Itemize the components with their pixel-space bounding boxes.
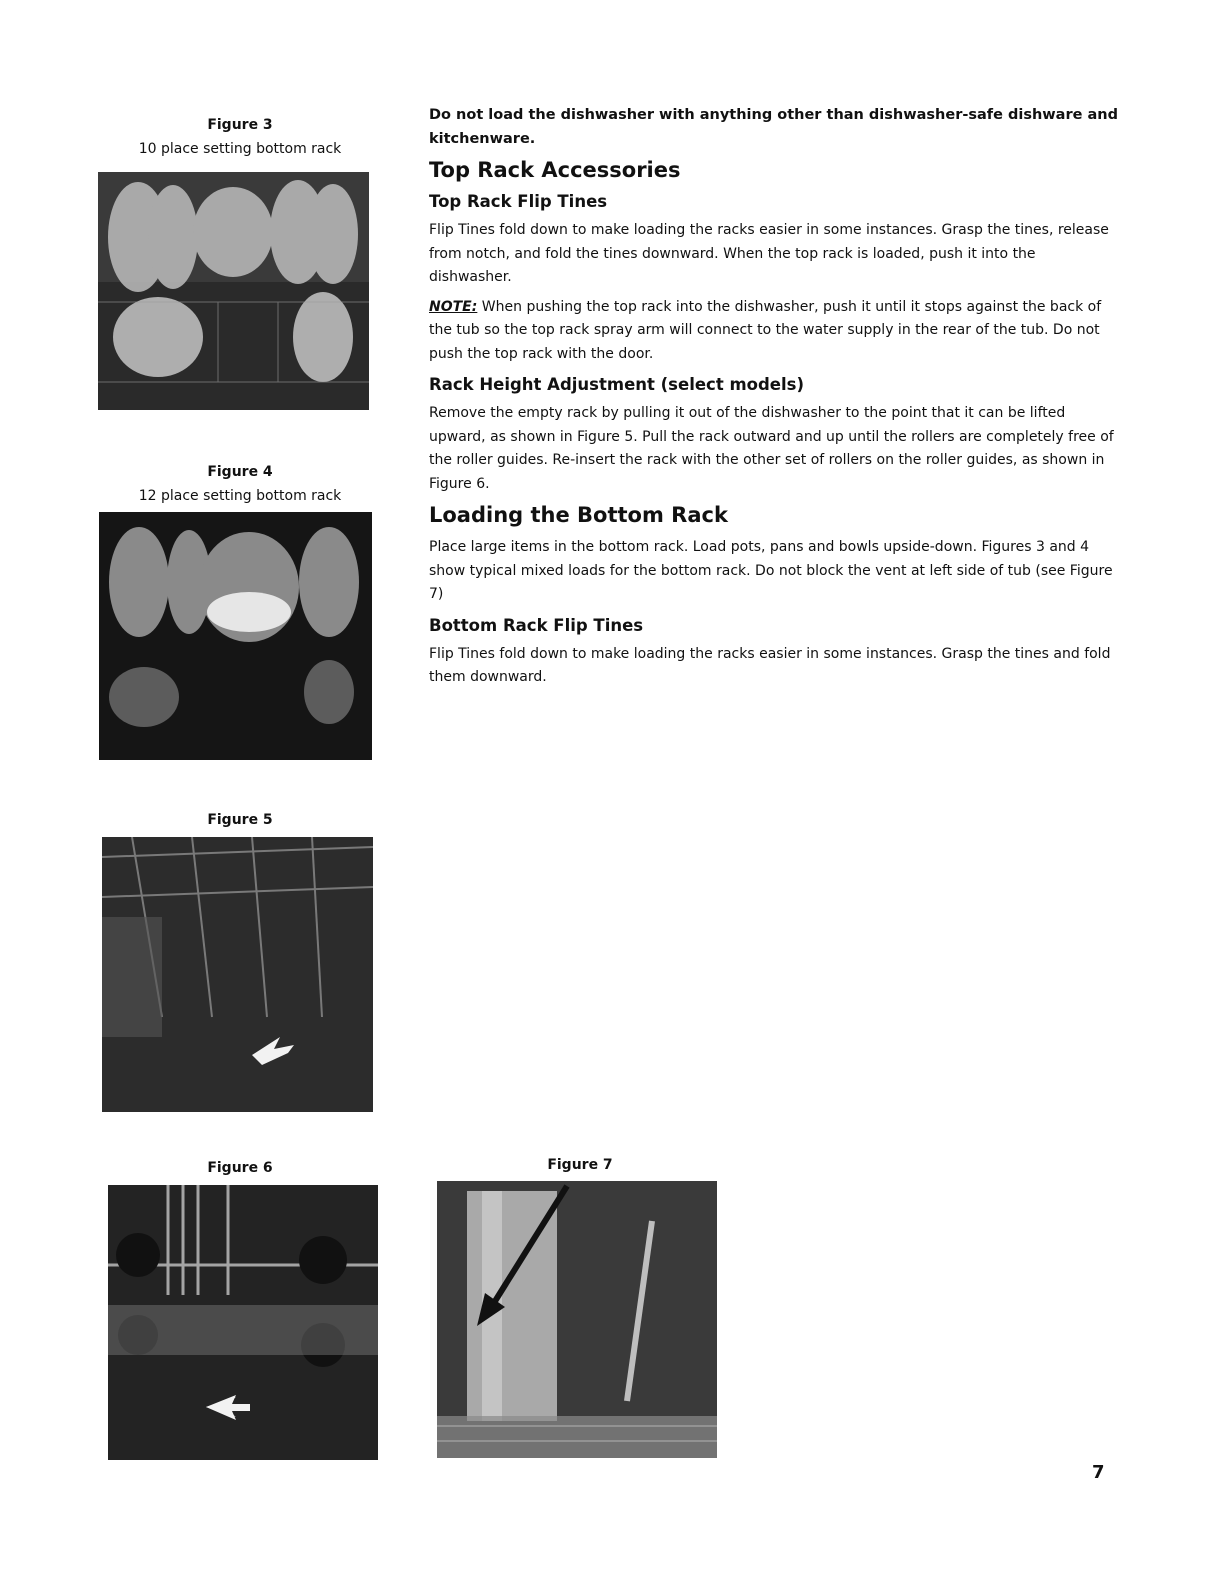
page-number: 7 xyxy=(1092,1462,1105,1483)
figure-6-title: Figure 6 xyxy=(207,1160,273,1176)
figure-5-photo xyxy=(102,837,373,1112)
figure-5-title: Figure 5 xyxy=(207,812,273,828)
top-rack-accessories-heading: Top Rack Accessories xyxy=(429,158,681,182)
content-column xyxy=(429,103,1119,696)
figure-7-photo xyxy=(437,1181,717,1458)
figure-3-caption: 10 place setting bottom rack xyxy=(138,141,342,157)
rack-height-text: Remove the empty rack by pulling it out of the dishwasher to the point that it can be lifted upward, as shown in Figure 5. Pull the rack outward and up until the rollers are completely free of the roller guides. Re-insert the rack with the other set of rollers on the roller guides, as shown in Figure 6. xyxy=(429,405,1114,492)
figure-7-title: Figure 7 xyxy=(547,1157,613,1173)
note-label: NOTE: xyxy=(429,298,478,315)
loading-bottom-rack-heading: Loading the Bottom Rack xyxy=(429,503,728,527)
note-paragraph xyxy=(429,296,1119,367)
bottom-rack-flip-tines-text: Flip Tines fold down to make loading the racks easier in some instances. Grasp the tines and fold them downward. xyxy=(429,645,1111,685)
top-rack-flip-tines-heading: Top Rack Flip Tines xyxy=(429,192,608,211)
figure-3-title: Figure 3 xyxy=(207,117,273,133)
loading-bottom-rack-text: Place large items in the bottom rack. Load pots, pans and bowls upside-down. Figures 3 and 4 show typical mixed loads for the bottom rack. Do not block the vent at left side of tub (see Figure 7) xyxy=(429,539,1113,602)
bottom-rack-flip-tines-heading: Bottom Rack Flip Tines xyxy=(429,615,644,635)
figure-3-photo xyxy=(98,172,369,410)
figure-6-photo xyxy=(108,1185,378,1460)
rack-height-heading: Rack Height Adjustment (select models) xyxy=(429,375,804,394)
figure-4-caption: 12 place setting bottom rack xyxy=(138,488,342,504)
top-rack-flip-tines-text: Flip Tines fold down to make loading the racks easier in some instances. Grasp the tines, release from notch, and fold the tines downward. When the top rack is loaded, push it into the dishwasher. xyxy=(429,222,1109,285)
figure-4-title: Figure 4 xyxy=(207,464,273,480)
intro-text: Do not load the dishwasher with anything other than dishwasher-safe dishware and kitchenware. xyxy=(429,107,1118,147)
figure-4-photo xyxy=(99,512,372,760)
note-text: When pushing the top rack into the dishwasher, push it until it stops against the back of the tub so the top rack spray arm will connect to the water supply in the rear of the tub. Do not push the top rack with the door. xyxy=(429,298,1102,362)
